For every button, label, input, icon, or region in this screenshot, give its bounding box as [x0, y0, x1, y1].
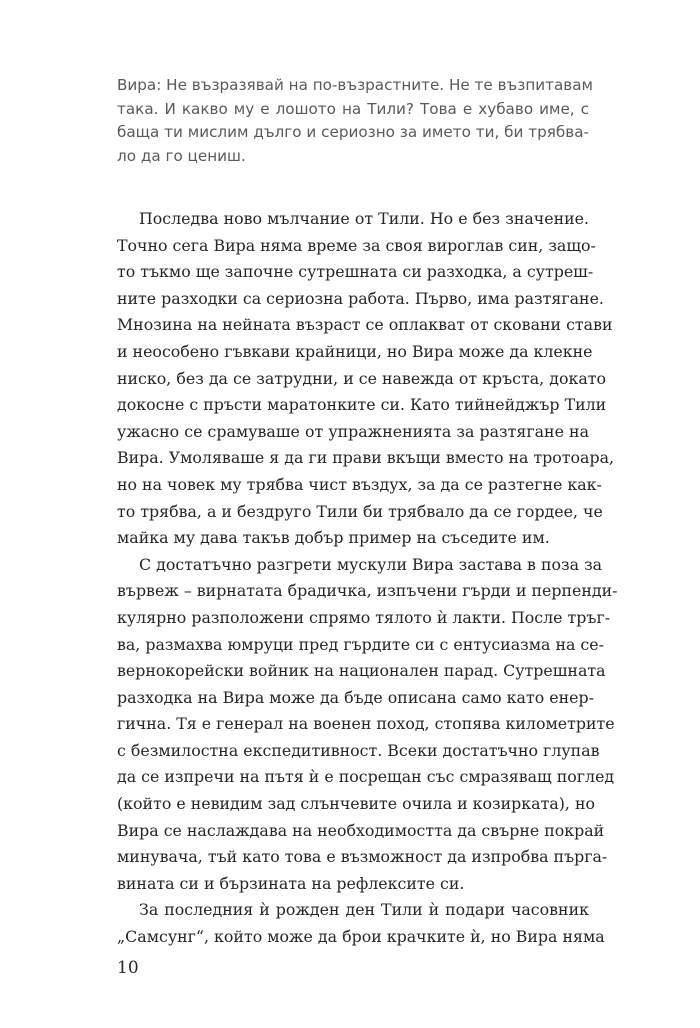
body-line: вернокорейски войник на национален парад. Сутрешната [117, 661, 606, 681]
body-line: Мнозина на нейната възраст се оплакват от сковани стави [117, 315, 613, 335]
body-line: Вира се наслаждава на необходимостта да свърне покрай [117, 820, 605, 840]
text-message-line: ло да го цениш. [117, 146, 246, 165]
body-line: но на човек му трябва чист въздух, за да се разтегне как- [117, 474, 602, 494]
body-line: ужасно се срамуваше от упражненията за разтягане на [117, 421, 589, 441]
body-line: С достатъчно разгрети мускули Вира застава в поза за [139, 554, 603, 574]
body-line: вървеж – вирнатата брадичка, изпъчени гърди и перпенди- [117, 581, 618, 601]
body-line: докосне с пръсти маратонките си. Като тийнейджър Тили [117, 395, 607, 415]
body-text [117, 206, 618, 951]
body-line: ниско, без да се затрудни, и се навежда от кръста, докато [117, 368, 607, 388]
body-line: (който е невидим зад слънчевите очила и козирката), но [117, 794, 595, 814]
body-line: кулярно разположени спрямо тялото ѝ лакти. После тръг- [117, 607, 611, 627]
body-line: и неособено гъвкави крайници, но Вира може да клекне [117, 341, 593, 361]
body-line: минувача, тъй като това е възможност да изпробва пъргa- [117, 847, 608, 867]
body-line: разходка на Вира може да бъде описана само като енер- [117, 687, 594, 707]
body-line: вината си и бързината на рефлексите си. [117, 873, 465, 893]
body-line: с безмилостна експедитивност. Всеки достатъчно глупав [117, 740, 600, 760]
body-line: Точно сега Вира няма време за своя вироглав син, защо- [117, 235, 596, 255]
text-message-line: Вира: Не възразявай на по-възрастните. Не те възпитавам [117, 76, 593, 94]
body-line: да се изпречи на пътя ѝ е посрещан със смразяващ поглед [117, 767, 615, 787]
body-line: Вира. Умоляваше я да ги прави вкъщи вместо на тротоара, [117, 448, 615, 468]
text-message-line: така. И какво му е лошото на Тили? Това е хубаво име, с [117, 99, 589, 118]
body-line: За последния ѝ рожден ден Тили ѝ подари часовник [139, 900, 589, 920]
body-line: ва, размахва юмруци пред гърдите си с ентусиазма на се- [117, 634, 604, 654]
text-message-block [117, 74, 593, 168]
body-line: майка му дава такъв добър пример на съседите им. [117, 528, 550, 548]
body-line: Последва ново мълчание от Тили. Но е без значение. [139, 209, 589, 228]
body-line: ните разходки са сериозна работа. Първо, има разтягане. [117, 288, 604, 308]
body-line: то тъкмо ще започне сутрешната си разходка, а сутреш- [117, 262, 594, 282]
text-message-line: баща ти мислим дълго и сериозно за името ти, би трябва- [117, 123, 589, 141]
page-number: 10 [117, 958, 139, 978]
body-line: гична. Тя е генерал на военен поход, стопява километрите [117, 714, 615, 734]
body-line: „Самсунг“, който може да брои крачките ѝ, но Вира няма [117, 927, 605, 947]
body-line: то трябва, а и бездруго Тили би трябвало да се гордее, че [117, 501, 603, 521]
